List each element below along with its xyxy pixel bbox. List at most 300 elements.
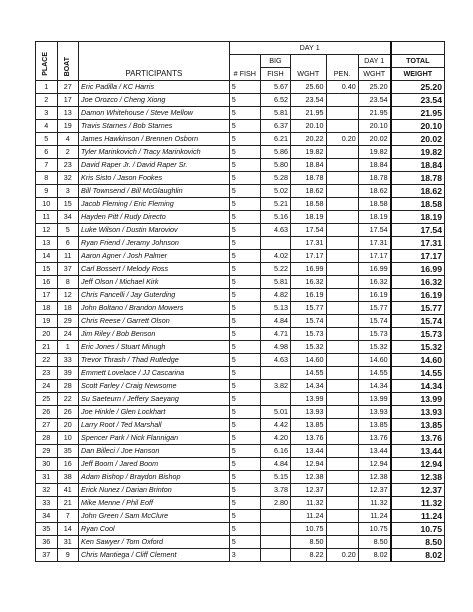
fish-count-cell: 5: [229, 406, 260, 419]
fish-count-cell: 5: [229, 224, 260, 237]
fish-count-cell: 5: [229, 276, 260, 289]
table-row: [36, 172, 445, 185]
table-row: [36, 471, 445, 484]
participants-cell: Dan Billeci / Joe Hanson: [79, 445, 230, 458]
big-fish-cell: [260, 549, 290, 562]
big-fish-cell: [260, 510, 290, 523]
place-header: PLACE: [36, 42, 58, 81]
participants-cell: Bill Townsend / Bill McGlaughlin: [79, 185, 230, 198]
big-fish-cell: 4.63: [260, 224, 290, 237]
big-fish-cell: 4.98: [260, 341, 290, 354]
boat-cell: 21: [57, 497, 79, 510]
total-weight-cell: 8.50: [391, 536, 445, 549]
fish-count-cell: 5: [229, 172, 260, 185]
total-weight-cell: 16.32: [391, 276, 445, 289]
day1-weight-cell: 8.50: [358, 536, 390, 549]
fish-count-cell: 5: [229, 159, 260, 172]
day1-weight-cell: 16.19: [358, 289, 390, 302]
penalty-cell: 0.20: [326, 133, 358, 146]
participants-cell: Mike Menne / Phil Eoff: [79, 497, 230, 510]
big-fish-cell: 4.20: [260, 432, 290, 445]
table-row: [36, 380, 445, 393]
day1-weight-cell: 19.82: [358, 146, 390, 159]
total-weight-cell: 15.32: [391, 341, 445, 354]
place-cell: 4: [36, 120, 58, 133]
big-fish-cell: 4.84: [260, 458, 290, 471]
total-weight-cell: 12.37: [391, 484, 445, 497]
table-row: [36, 198, 445, 211]
big-fish-cell: 5.13: [260, 302, 290, 315]
penalty-cell: [326, 497, 358, 510]
table-row: [36, 510, 445, 523]
participants-cell: Hayden Pitt / Rudy Directo: [79, 211, 230, 224]
boat-cell: 3: [57, 185, 79, 198]
big-fish-cell: 5.81: [260, 107, 290, 120]
total-weight-cell: 15.77: [391, 302, 445, 315]
total-weight-cell: 13.44: [391, 445, 445, 458]
participants-cell: Chris Reese / Garrett Olson: [79, 315, 230, 328]
table-row: [36, 263, 445, 276]
place-cell: 12: [36, 224, 58, 237]
day1-weight-cell: 13.76: [358, 432, 390, 445]
day1-weight-header-line1: DAY 1: [358, 55, 390, 68]
day1-weight-cell: 10.75: [358, 523, 390, 536]
big-fish-cell: 4.84: [260, 315, 290, 328]
participants-cell: Trevor Thrash / Thad Rutledge: [79, 354, 230, 367]
table-row: [36, 406, 445, 419]
place-cell: 28: [36, 432, 58, 445]
place-cell: 33: [36, 497, 58, 510]
participants-cell: Emmett Lovelace / JJ Cascarina: [79, 367, 230, 380]
participants-cell: Adam Bishop / Braydon Bishop: [79, 471, 230, 484]
fish-count-cell: 5: [229, 120, 260, 133]
big-fish-cell: 3.82: [260, 380, 290, 393]
header-row-day: [36, 42, 445, 55]
total-weight-cell: 13.99: [391, 393, 445, 406]
weight-cell: 18.58: [291, 198, 327, 211]
participants-cell: Aaron Agner / Josh Palmer: [79, 250, 230, 263]
weight-cell: 8.22: [291, 549, 327, 562]
fish-count-cell: 5: [229, 523, 260, 536]
big-fish-cell: 5.28: [260, 172, 290, 185]
weight-cell: 10.75: [291, 523, 327, 536]
participants-cell: Luke Wilson / Dustin Maroviov: [79, 224, 230, 237]
penalty-cell: [326, 315, 358, 328]
weight-cell: 17.17: [291, 250, 327, 263]
fish-count-cell: 5: [229, 302, 260, 315]
table-row: [36, 133, 445, 146]
weight-cell: 11.24: [291, 510, 327, 523]
big-fish-cell: 5.02: [260, 185, 290, 198]
big-fish-cell: 6.52: [260, 94, 290, 107]
table-row: [36, 120, 445, 133]
day1-weight-cell: 12.38: [358, 471, 390, 484]
total-weight-cell: 18.58: [391, 198, 445, 211]
big-fish-cell: [260, 393, 290, 406]
table-row: [36, 302, 445, 315]
big-fish-cell: [260, 523, 290, 536]
total-weight-cell: 18.78: [391, 172, 445, 185]
table-row: [36, 146, 445, 159]
total-weight-header-line1: TOTAL: [391, 55, 445, 68]
boat-cell: 7: [57, 510, 79, 523]
boat-cell: 41: [57, 484, 79, 497]
penalty-cell: [326, 445, 358, 458]
boat-cell: 26: [57, 406, 79, 419]
weight-cell: 12.94: [291, 458, 327, 471]
participants-cell: John Green / Sam McClure: [79, 510, 230, 523]
boat-cell: 35: [57, 445, 79, 458]
day1-weight-cell: 8.02: [358, 549, 390, 562]
weight-cell: 16.19: [291, 289, 327, 302]
weight-cell: 17.54: [291, 224, 327, 237]
table-row: [36, 185, 445, 198]
weight-cell: 15.74: [291, 315, 327, 328]
penalty-cell: [326, 237, 358, 250]
table-row: [36, 354, 445, 367]
penalty-header: PEN.: [326, 55, 358, 81]
big-fish-cell: 5.21: [260, 198, 290, 211]
total-weight-header-line2: WEIGHT: [391, 68, 445, 81]
big-fish-cell: 4.82: [260, 289, 290, 302]
big-fish-cell: 4.71: [260, 328, 290, 341]
weight-cell: 15.77: [291, 302, 327, 315]
place-cell: 24: [36, 380, 58, 393]
weight-cell: 15.32: [291, 341, 327, 354]
participants-cell: Ryan Cool: [79, 523, 230, 536]
place-cell: 34: [36, 510, 58, 523]
weight-cell: 8.50: [291, 536, 327, 549]
table-row: [36, 328, 445, 341]
total-weight-cell: 12.38: [391, 471, 445, 484]
weight-cell: 13.93: [291, 406, 327, 419]
penalty-cell: [326, 341, 358, 354]
fish-count-cell: 5: [229, 81, 260, 94]
total-weight-cell: 16.19: [391, 289, 445, 302]
big-fish-cell: 5.16: [260, 211, 290, 224]
participants-header: PARTICIPANTS: [79, 42, 230, 81]
fish-count-cell: 5: [229, 471, 260, 484]
weight-cell: 13.44: [291, 445, 327, 458]
day1-weight-cell: 17.54: [358, 224, 390, 237]
penalty-cell: [326, 94, 358, 107]
fish-count-cell: 5: [229, 107, 260, 120]
penalty-cell: [326, 289, 358, 302]
big-fish-cell: 4.42: [260, 419, 290, 432]
table-row: [36, 81, 445, 94]
place-cell: 19: [36, 315, 58, 328]
fish-count-cell: 5: [229, 250, 260, 263]
day1-weight-cell: 13.99: [358, 393, 390, 406]
boat-cell: 5: [57, 224, 79, 237]
participants-cell: Erick Nunez / Darian Brinton: [79, 484, 230, 497]
day1-weight-cell: 17.17: [358, 250, 390, 263]
big-fish-cell: 5.81: [260, 276, 290, 289]
place-cell: 2: [36, 94, 58, 107]
day1-weight-cell: 25.20: [358, 81, 390, 94]
day1-weight-cell: 15.74: [358, 315, 390, 328]
weight-cell: 20.22: [291, 133, 327, 146]
table-row: [36, 276, 445, 289]
fish-count-cell: 5: [229, 393, 260, 406]
day1-weight-cell: 14.34: [358, 380, 390, 393]
day1-weight-cell: 18.78: [358, 172, 390, 185]
table-row: [36, 484, 445, 497]
place-cell: 6: [36, 146, 58, 159]
place-cell: 8: [36, 172, 58, 185]
weight-cell: 25.60: [291, 81, 327, 94]
weight-cell: 18.84: [291, 159, 327, 172]
place-cell: 27: [36, 419, 58, 432]
penalty-cell: [326, 185, 358, 198]
total-weight-cell: 18.84: [391, 159, 445, 172]
fish-count-cell: 5: [229, 419, 260, 432]
day1-weight-cell: 14.55: [358, 367, 390, 380]
participants-cell: Chris Mantiega / Cliff Clement: [79, 549, 230, 562]
place-cell: 37: [36, 549, 58, 562]
fish-count-header: # FISH: [229, 55, 260, 81]
place-cell: 5: [36, 133, 58, 146]
day1-weight-cell: 16.32: [358, 276, 390, 289]
day1-weight-cell: 18.58: [358, 198, 390, 211]
participants-cell: Joe Orozco / Cheng Xiong: [79, 94, 230, 107]
weight-cell: 14.55: [291, 367, 327, 380]
total-weight-cell: 11.24: [391, 510, 445, 523]
place-cell: 25: [36, 393, 58, 406]
place-cell: 23: [36, 367, 58, 380]
boat-cell: 27: [57, 81, 79, 94]
day1-weight-cell: 18.19: [358, 211, 390, 224]
total-weight-cell: 17.17: [391, 250, 445, 263]
place-cell: 9: [36, 185, 58, 198]
table-row: [36, 497, 445, 510]
table-row: [36, 315, 445, 328]
day1-header: DAY 1: [229, 42, 390, 55]
fish-count-cell: 3: [229, 549, 260, 562]
day1-weight-header-line2: WGHT: [358, 68, 390, 81]
total-weight-cell: 14.34: [391, 380, 445, 393]
weight-cell: 23.54: [291, 94, 327, 107]
weight-cell: 17.31: [291, 237, 327, 250]
weight-cell: 16.32: [291, 276, 327, 289]
total-weight-cell: 13.85: [391, 419, 445, 432]
penalty-cell: [326, 302, 358, 315]
big-fish-cell: 2.80: [260, 497, 290, 510]
fish-count-cell: 5: [229, 237, 260, 250]
participants-cell: Jim Riley / Bob Benson: [79, 328, 230, 341]
boat-cell: 17: [57, 94, 79, 107]
fish-count-cell: 5: [229, 315, 260, 328]
total-header-spacer: [391, 42, 445, 55]
total-weight-cell: 18.19: [391, 211, 445, 224]
total-weight-cell: 25.20: [391, 81, 445, 94]
participants-cell: James Hawkinson / Brennen Osborn: [79, 133, 230, 146]
weight-cell: 13.76: [291, 432, 327, 445]
day1-weight-cell: 18.62: [358, 185, 390, 198]
participants-cell: Kris Sisto / Jason Fookes: [79, 172, 230, 185]
big-fish-cell: 5.15: [260, 471, 290, 484]
boat-cell: 20: [57, 419, 79, 432]
penalty-cell: [326, 523, 358, 536]
total-weight-cell: 11.32: [391, 497, 445, 510]
big-fish-cell: 5.80: [260, 159, 290, 172]
place-cell: 21: [36, 341, 58, 354]
boat-cell: 29: [57, 315, 79, 328]
penalty-cell: [326, 419, 358, 432]
table-row: [36, 341, 445, 354]
day1-weight-cell: 23.54: [358, 94, 390, 107]
penalty-cell: [326, 484, 358, 497]
place-cell: 7: [36, 159, 58, 172]
penalty-cell: [326, 458, 358, 471]
penalty-cell: [326, 120, 358, 133]
fish-count-cell: 5: [229, 354, 260, 367]
weight-cell: 14.34: [291, 380, 327, 393]
participants-cell: Ryan Friend / Jeramy Johnson: [79, 237, 230, 250]
table-row: [36, 237, 445, 250]
penalty-cell: [326, 393, 358, 406]
boat-cell: 18: [57, 302, 79, 315]
day1-weight-cell: 15.32: [358, 341, 390, 354]
fish-count-cell: 5: [229, 536, 260, 549]
place-cell: 3: [36, 107, 58, 120]
big-fish-cell: 3.78: [260, 484, 290, 497]
results-table: [35, 41, 445, 562]
total-weight-cell: 21.95: [391, 107, 445, 120]
big-fish-cell: 5.22: [260, 263, 290, 276]
boat-cell: 14: [57, 523, 79, 536]
boat-cell: 1: [57, 341, 79, 354]
weight-cell: 20.10: [291, 120, 327, 133]
weight-cell: 14.60: [291, 354, 327, 367]
boat-cell: 33: [57, 354, 79, 367]
place-cell: 26: [36, 406, 58, 419]
table-row: [36, 432, 445, 445]
penalty-cell: [326, 367, 358, 380]
weight-cell: 15.73: [291, 328, 327, 341]
place-cell: 11: [36, 211, 58, 224]
place-cell: 30: [36, 458, 58, 471]
participants-cell: Damon Whitehouse / Steve Mellow: [79, 107, 230, 120]
boat-cell: 19: [57, 120, 79, 133]
table-row: [36, 289, 445, 302]
place-cell: 31: [36, 471, 58, 484]
total-weight-cell: 18.62: [391, 185, 445, 198]
day1-weight-cell: 13.44: [358, 445, 390, 458]
participants-cell: Chris Fancelli / Jay Guterding: [79, 289, 230, 302]
boat-cell: 10: [57, 432, 79, 445]
big-fish-cell: [260, 367, 290, 380]
fish-count-cell: 5: [229, 367, 260, 380]
table-row: [36, 445, 445, 458]
big-fish-cell: 6.37: [260, 120, 290, 133]
weight-cell: 13.99: [291, 393, 327, 406]
boat-cell: 23: [57, 159, 79, 172]
total-weight-cell: 19.82: [391, 146, 445, 159]
penalty-cell: [326, 198, 358, 211]
penalty-cell: 0.20: [326, 549, 358, 562]
participants-cell: Tyler Marinkovich / Tracy Marinkovich: [79, 146, 230, 159]
participants-cell: Jacob Fleming / Eric Fleming: [79, 198, 230, 211]
fish-count-cell: 5: [229, 510, 260, 523]
participants-cell: David Raper Jr. / David Raper Sr.: [79, 159, 230, 172]
boat-cell: 12: [57, 289, 79, 302]
day1-weight-cell: 16.99: [358, 263, 390, 276]
penalty-cell: 0.40: [326, 81, 358, 94]
table-row: [36, 523, 445, 536]
fish-count-cell: 5: [229, 198, 260, 211]
penalty-cell: [326, 510, 358, 523]
boat-cell: 9: [57, 549, 79, 562]
day1-weight-cell: 11.24: [358, 510, 390, 523]
total-weight-cell: 20.02: [391, 133, 445, 146]
big-fish-cell: 5.67: [260, 81, 290, 94]
weight-cell: 19.82: [291, 146, 327, 159]
total-weight-cell: 16.99: [391, 263, 445, 276]
place-cell: 36: [36, 536, 58, 549]
penalty-cell: [326, 172, 358, 185]
fish-count-cell: 5: [229, 185, 260, 198]
fish-count-cell: 5: [229, 146, 260, 159]
total-weight-cell: 20.10: [391, 120, 445, 133]
weight-cell: 12.38: [291, 471, 327, 484]
day1-weight-cell: 14.60: [358, 354, 390, 367]
table-row: [36, 367, 445, 380]
boat-cell: 38: [57, 471, 79, 484]
place-cell: 16: [36, 276, 58, 289]
fish-count-cell: 5: [229, 497, 260, 510]
penalty-cell: [326, 536, 358, 549]
table-row: [36, 224, 445, 237]
weight-header: WGHT: [291, 55, 327, 81]
fish-count-cell: 5: [229, 211, 260, 224]
total-weight-cell: 15.74: [391, 315, 445, 328]
big-fish-cell: 5.86: [260, 146, 290, 159]
boat-cell: 37: [57, 263, 79, 276]
table-row: [36, 549, 445, 562]
day1-weight-cell: 11.32: [358, 497, 390, 510]
day1-weight-cell: 15.73: [358, 328, 390, 341]
fish-count-cell: 5: [229, 289, 260, 302]
boat-cell: 22: [57, 393, 79, 406]
day1-weight-cell: 21.95: [358, 107, 390, 120]
total-weight-cell: 10.75: [391, 523, 445, 536]
table-row: [36, 107, 445, 120]
day1-weight-cell: 12.37: [358, 484, 390, 497]
table-row: [36, 250, 445, 263]
big-fish-cell: 4.02: [260, 250, 290, 263]
place-cell: 32: [36, 484, 58, 497]
penalty-cell: [326, 380, 358, 393]
penalty-cell: [326, 328, 358, 341]
day1-weight-cell: 20.02: [358, 133, 390, 146]
place-cell: 13: [36, 237, 58, 250]
place-cell: 22: [36, 354, 58, 367]
penalty-cell: [326, 211, 358, 224]
boat-cell: 28: [57, 380, 79, 393]
participants-cell: Jeff Boom / Jared Boom: [79, 458, 230, 471]
big-fish-cell: 6.16: [260, 445, 290, 458]
penalty-cell: [326, 224, 358, 237]
boat-cell: 39: [57, 367, 79, 380]
fish-count-cell: 5: [229, 328, 260, 341]
weight-cell: 16.99: [291, 263, 327, 276]
table-row: [36, 94, 445, 107]
weight-cell: 11.32: [291, 497, 327, 510]
place-cell: 18: [36, 302, 58, 315]
place-cell: 17: [36, 289, 58, 302]
participants-cell: Eric Padilla / KC Harris: [79, 81, 230, 94]
